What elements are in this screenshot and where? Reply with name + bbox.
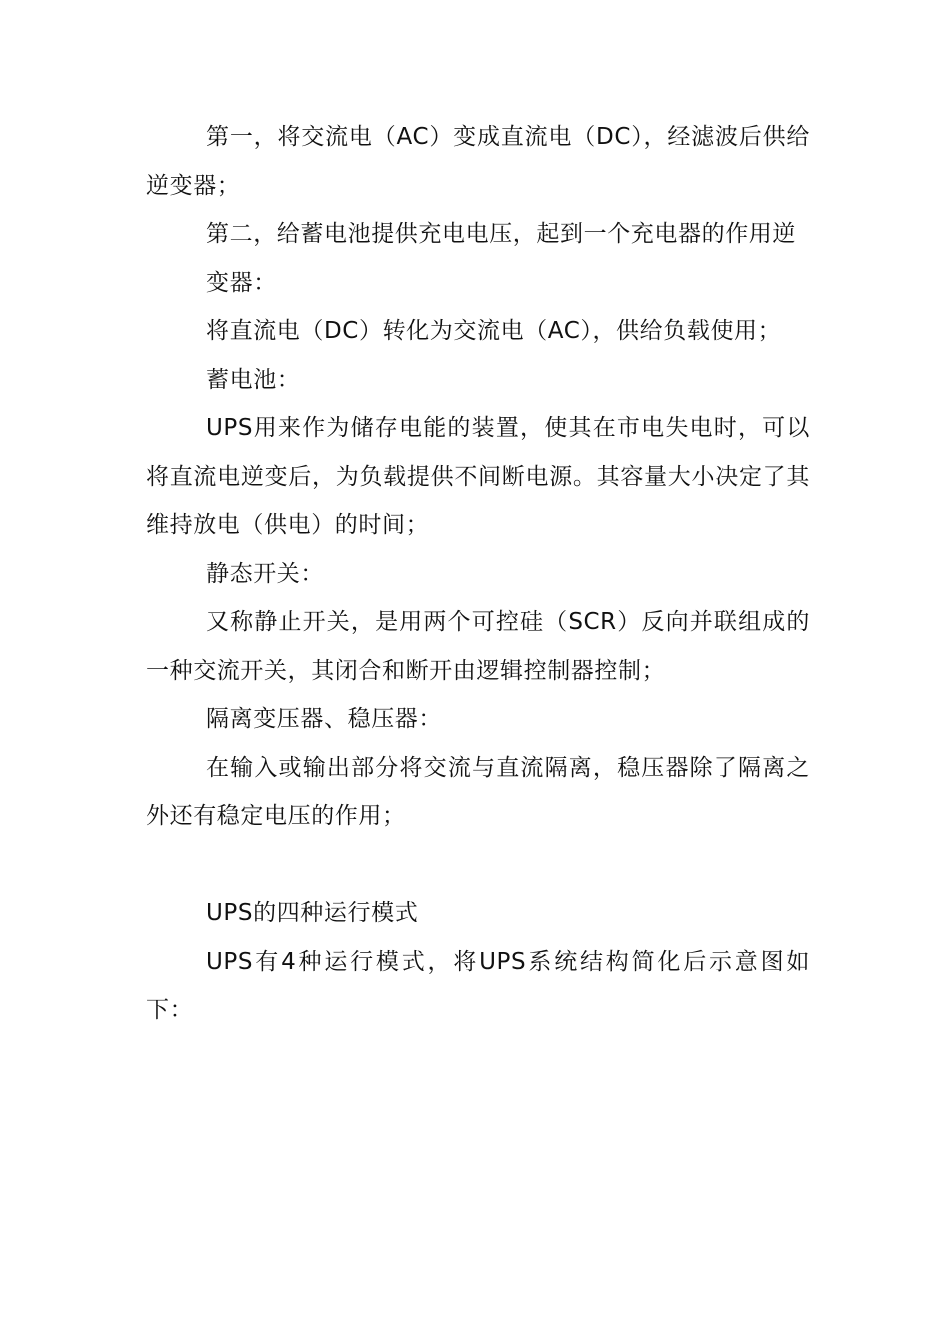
heading-battery: 蓄电池： [206, 366, 301, 393]
paragraph-static-switch-function: 又称静止开关，是用两个可控硅（SCR）反向并联组成的一种交流开关，其闭合和断开由逻辑控制器控制； [146, 609, 810, 684]
paragraph-inverter-function: 将直流电（DC）转化为交流电（AC），供给负载使用； [206, 318, 782, 344]
heading-static-switch: 静态开关： [206, 560, 324, 587]
paragraph-isolation-function: 在输入或输出部分将交流与直流隔离，稳压器除了隔离之外还有稳定电压的作用； [146, 754, 810, 829]
heading-isolation-transformer: 隔离变压器、稳压器： [206, 706, 442, 732]
paragraph-rectifier-function-2: 第二，给蓄电池提供充电电压，起到一个充电器的作用逆 [206, 221, 796, 247]
document-body [146, 113, 810, 1035]
heading-inverter: 变器： [206, 269, 277, 296]
section-title-ups-modes: UPS的四种运行模式 [206, 900, 419, 926]
blank-line [146, 841, 810, 890]
paragraph-ups-modes-intro: UPS有4种运行模式，将UPS系统结构简化后示意图如下： [146, 948, 810, 1023]
paragraph-battery-function: UPS用来作为储存电能的装置，使其在市电失电时，可以将直流电逆变后，为负载提供不间断电源。其容量大小决定了其维持放电（供电）的时间； [146, 415, 810, 538]
paragraph-rectifier-function-1: 第一，将交流电（AC）变成直流电（DC），经滤波后供给逆变器； [146, 124, 810, 199]
